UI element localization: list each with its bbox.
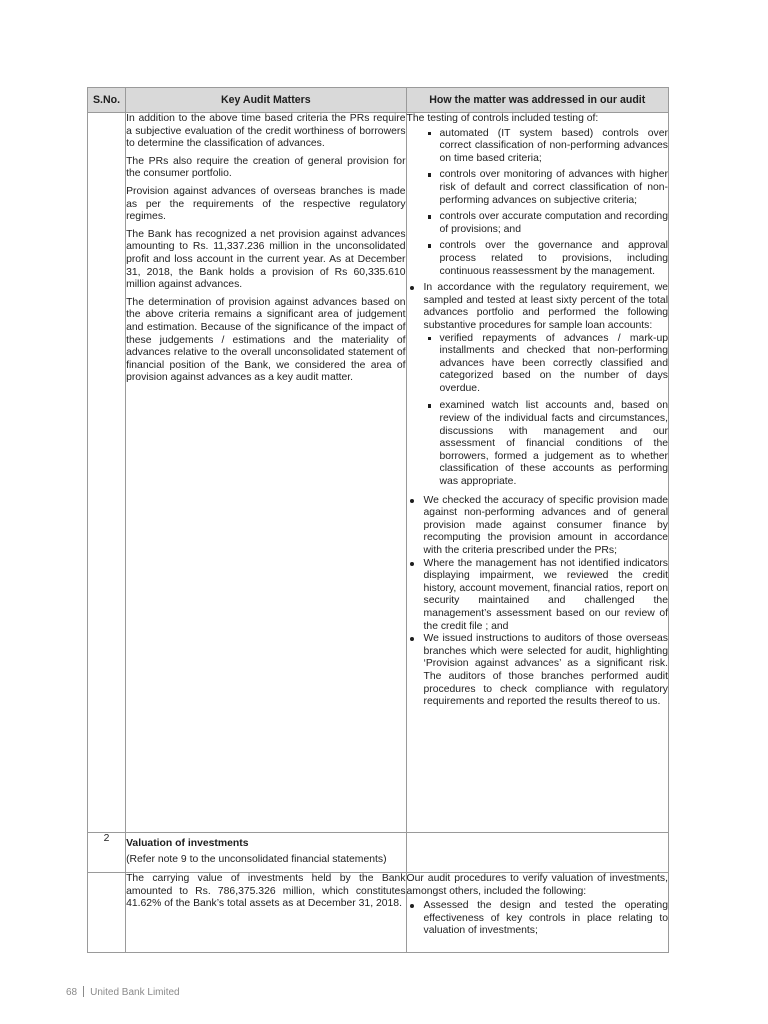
section-title-cell <box>126 833 406 873</box>
list-item: We issued instructions to auditors of those overseas branches which were selected for audit, highlighting ‘Provision against advances’ as a significant risk. The auditors of those branches performed audit procedures to check compliance with regulatory requirements and reported the results thereof to us. <box>407 633 668 709</box>
kam-paragraph: The PRs also require the creation of general provision for the consumer portfolio. <box>126 155 406 180</box>
header-sno: S.No. <box>88 88 126 113</box>
kam-paragraph: The carrying value of investments held by the Bank amounted to Rs. 786,375.326 million, which constitutes 41.62% of the Bank’s total assets as at December 31, 2018. <box>126 873 406 910</box>
procedures-list <box>407 900 668 938</box>
kam-paragraph: In addition to the above time based criteria the PRs require a subjective evaluation of the credit worthiness of borrowers to determine the classification of advances. <box>126 113 406 150</box>
empty-cell <box>406 833 668 873</box>
list-item: examined watch list accounts and, based on review of the individual facts and circumstances, discussions with management and our assessment of financial conditions of the borrowers, formed a judgement as to whether classification of these accounts as performing was appropriate. <box>424 400 668 488</box>
list-item: Where the management has not identified indicators displaying impairment, we reviewed the credit history, account movement, financial ratios, report on security maintained and challenged the management’s assessment based on our review of the credit file ; and <box>407 558 668 634</box>
company-name: United Bank Limited <box>90 987 180 998</box>
list-item: controls over the governance and approval process related to provisions, including continuous reassessment by the management. <box>407 240 668 278</box>
substantive-list <box>424 333 668 489</box>
table-row <box>88 873 669 953</box>
section-subtitle: (Refer note 9 to the unconsolidated financial statements) <box>126 853 387 865</box>
footer-divider <box>83 986 84 997</box>
list-item: controls over accurate computation and recording of provisions; and <box>407 211 668 236</box>
section-title: Valuation of investments <box>126 838 249 849</box>
list-item <box>407 282 668 489</box>
audit-response-cell <box>406 113 668 833</box>
header-how-addressed: How the matter was addressed in our audit <box>406 88 668 113</box>
substantive-intro: In accordance with the regulatory requirement, we sampled and tested at least sixty percent of the total advances portfolio and performed the following substantive procedures for sample loan accounts: <box>423 282 668 331</box>
sno-cell-empty <box>88 873 126 953</box>
kam-paragraph: The Bank has recognized a net provision against advances amounting to Rs. 11,337.236 million in the unconsolidated profit and loss account in the current year. As at December 31, 2018, the Bank holds a provision of Rs 60,335.610 million against advances. <box>126 228 406 291</box>
key-audit-matter-cell <box>126 113 406 833</box>
procedures-intro: Our audit procedures to verify valuation of investments, amongst others, included the following: <box>406 873 668 897</box>
sno-cell: 2 <box>88 833 126 873</box>
controls-intro: The testing of controls included testing of: <box>406 113 599 124</box>
controls-list <box>407 128 668 279</box>
header-key-audit-matters: Key Audit Matters <box>126 88 406 113</box>
sno-cell-empty <box>88 113 126 833</box>
list-item: Assessed the design and tested the operating effectiveness of key controls in place relating to valuation of investments; <box>407 900 668 938</box>
list-item: We checked the accuracy of specific provision made against non-performing advances and of general provision made against consumer finance by recomputing the provision amount in accordance with the criteria prescribed under the PRs; <box>407 495 668 558</box>
table-header-row <box>88 88 669 113</box>
kam-paragraph: Provision against advances of overseas branches is made as per the requirements of the respective regulatory regimes. <box>126 185 406 223</box>
key-audit-matter-cell <box>126 873 406 953</box>
audit-response-cell <box>406 873 668 953</box>
table-row <box>88 113 669 833</box>
page-footer <box>66 986 180 998</box>
list-item: automated (IT system based) controls over correct classification of non-performing advances on time based criteria; <box>407 128 668 166</box>
table-row <box>88 833 669 873</box>
list-item: verified repayments of advances / mark-up installments and checked that non-performing advances have been correctly classified and categorized based on the number of days overdue. <box>424 333 668 396</box>
procedures-list <box>407 282 668 709</box>
kam-paragraph: The determination of provision against advances based on the above criteria remains a significant area of judgement and estimation. Because of the significance of the impact of these judgements / estimations and the materiality of advances relative to the overall unconsolidated statement of financial position of the Bank, we considered the area of provision against advances as a key audit matter. <box>126 296 406 384</box>
list-item: controls over monitoring of advances with higher risk of default and correct classification of non-performing advances on subjective criteria; <box>407 169 668 207</box>
key-audit-matters-table <box>87 87 669 953</box>
page-number: 68 <box>66 987 78 998</box>
